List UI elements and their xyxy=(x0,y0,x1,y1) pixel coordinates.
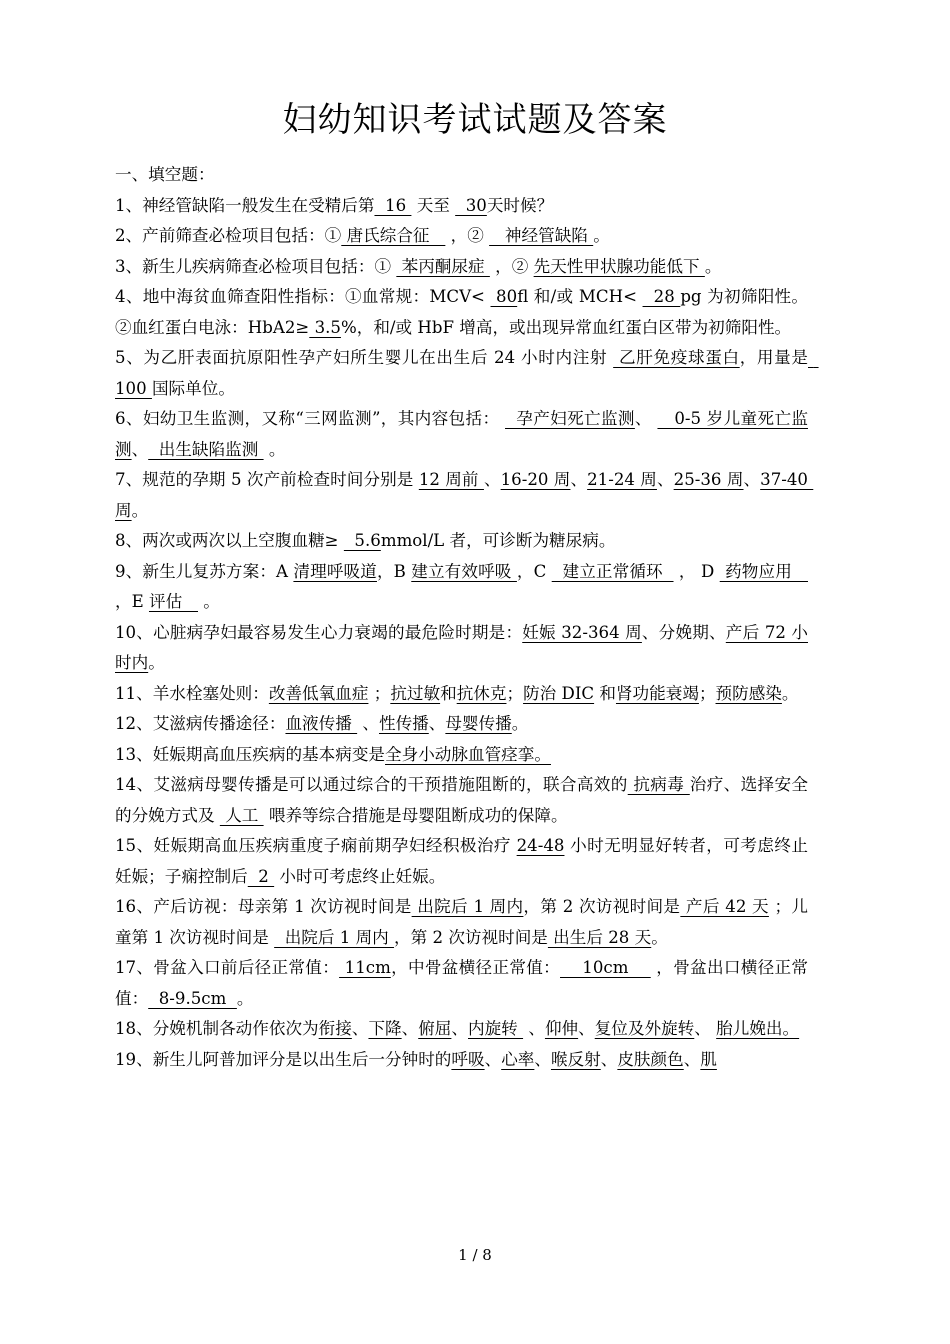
question-text: ，② xyxy=(445,226,490,245)
question-text: ，用量是 xyxy=(739,348,808,367)
answer-blank: 24-48 xyxy=(516,836,565,855)
answer-blank: 人工 xyxy=(219,805,264,825)
answer-blank: 产后 42 天 xyxy=(680,897,769,916)
question-text: ； xyxy=(698,683,716,703)
question-text: 、 xyxy=(683,1049,701,1069)
question-text: 小时可考虑终止妊娠。 xyxy=(274,866,446,886)
answer-blank: 抗病毒 xyxy=(627,775,690,794)
question-14 xyxy=(115,770,808,831)
answer-blank: 内旋转 xyxy=(468,1019,524,1038)
question-text: 7、规范的孕期 5 次产前检查时间分别是 xyxy=(115,470,419,489)
question-text: 5、为乙肝表面抗原阳性孕产妇所生婴儿在出生后 24 小时内注射 xyxy=(115,348,614,367)
question-text: 19、新生儿阿普加评分是以出生后一分钟时的 xyxy=(115,1049,452,1069)
answer-blank: 5.6 xyxy=(343,531,381,550)
question-text: ，骨盆出口横径正常值： xyxy=(115,958,809,1008)
question-text: 1、神经管缺陷一般发生在受精后第 xyxy=(115,195,375,215)
question-text: 15、妊娠期高血压疾病重度子痫前期孕妇经积极治疗 xyxy=(115,836,517,855)
question-6 xyxy=(115,404,808,465)
question-text: 国际单位。 xyxy=(151,378,235,398)
section-heading: 一、填空题： xyxy=(115,165,215,184)
question-text: 、 xyxy=(484,1049,502,1069)
question-13 xyxy=(115,740,808,771)
question-text: %，和/或 HbF 增高，或出现异常血红蛋白区带为初筛阳性。 xyxy=(340,317,792,337)
answer-blank: 乙肝免疫球蛋白 xyxy=(613,348,740,367)
question-text: 6、妇幼卫生监测，又称“三网监测”，其内容包括： xyxy=(115,409,506,428)
answer-blank: 苯丙酮尿症 xyxy=(396,256,490,276)
question-text: ； xyxy=(368,683,391,703)
question-text: 13、妊娠期高血压疾病的基本病变是 xyxy=(115,744,386,764)
answer-blank: 改善低氧血症 xyxy=(268,683,369,703)
answer-blank: 母婴传播 xyxy=(445,714,512,733)
question-text: 喂养等综合措施是母婴阻断成功的保障。 xyxy=(263,805,568,825)
question-text: ，B xyxy=(376,561,412,581)
question-text: 、 xyxy=(523,1019,545,1038)
answer-blank: 清理呼吸道 xyxy=(293,561,377,581)
answer-blank: 16 xyxy=(374,195,412,215)
question-17 xyxy=(115,953,808,1014)
answer-blank: 30 xyxy=(455,195,487,215)
question-text: 、 xyxy=(428,714,446,733)
answer-blank: 2 xyxy=(247,866,275,886)
question-text: 2、产前筛查必检项目包括：① xyxy=(115,226,342,245)
document-title: 妇幼知识考试试题及答案 xyxy=(282,100,668,140)
question-text: 14、艾滋病母婴传播是可以通过综合的干预措施阻断的，联合高效的 xyxy=(115,775,628,794)
question-5 xyxy=(115,343,819,404)
answer-blank: 全身小动脉血管痉挛。 xyxy=(385,744,551,764)
answer-blank: 出生后 28 天 xyxy=(547,927,652,947)
answer-blank: 评估 xyxy=(148,592,198,611)
question-text: 、 xyxy=(634,409,658,428)
question-text: 。 xyxy=(236,988,254,1008)
answer-blank: 药物应用 xyxy=(719,561,808,581)
answer-blank: 血液传播 xyxy=(285,714,358,733)
question-text: 、 xyxy=(401,1019,419,1038)
question-text: 、分娩期、 xyxy=(641,622,726,642)
answer-blank: 出院后 1 周内 xyxy=(411,897,524,916)
answer-blank: 16-20 周 xyxy=(500,470,571,489)
answer-blank: 防治 DIC xyxy=(523,683,595,703)
question-2 xyxy=(115,221,808,252)
question-text: pg 为初筛阳性。②血红蛋白电泳：HbA2≥ xyxy=(115,287,809,337)
answer-blank: 出院后 1 周内 xyxy=(274,927,395,947)
question-7 xyxy=(115,465,814,526)
question-text: 。 xyxy=(651,927,668,947)
question-text: 和 xyxy=(594,683,616,703)
answer-blank: 25-36 周 xyxy=(673,470,744,489)
question-text: 。 xyxy=(198,592,220,611)
answer-blank: 先天性甲状腺功能低下 xyxy=(533,256,705,276)
answer-blank: 仰伸 xyxy=(544,1019,579,1038)
question-text: 、 xyxy=(656,470,674,489)
question-text: ，第 2 次访视时间是 xyxy=(394,927,548,947)
question-text: 治疗、选择安全的分娩方式及 xyxy=(115,775,808,825)
answer-blank: 11cm xyxy=(339,958,391,977)
question-8 xyxy=(115,526,808,557)
question-11 xyxy=(115,679,808,710)
question-text: 10、心脏病孕妇最容易发生心力衰竭的最危险时期是： xyxy=(115,622,523,642)
question-text: 。 xyxy=(781,683,799,703)
question-text: ，第 2 次访视时间是 xyxy=(523,897,681,916)
answer-blank: 建立正常循环 xyxy=(551,561,674,581)
question-4 xyxy=(115,282,808,343)
question-text: 、 xyxy=(694,1019,717,1038)
question-16 xyxy=(115,892,808,953)
answer-blank: 抗过敏 xyxy=(390,683,441,703)
question-text: 、 xyxy=(351,1019,369,1038)
question-text: 。 xyxy=(131,500,149,520)
answer-blank: 衔接 xyxy=(318,1019,352,1038)
question-text: 、 xyxy=(451,1019,468,1038)
answer-blank: 喉反射 xyxy=(550,1049,601,1069)
question-9 xyxy=(115,557,808,618)
question-text: 。 xyxy=(263,439,286,459)
question-text: 17、骨盆入口前后径正常值： xyxy=(115,958,340,977)
question-text: 、 xyxy=(743,470,761,489)
question-text: 天至 xyxy=(411,195,456,215)
question-3 xyxy=(115,252,808,283)
answer-blank: 产后 72 小时内 xyxy=(115,622,808,672)
answer-blank: 唐氏综合征 xyxy=(341,226,446,245)
question-text: 。 xyxy=(511,714,529,733)
answer-blank: 心率 xyxy=(501,1049,535,1069)
question-text: 、 xyxy=(483,470,501,489)
answer-blank: 性传播 xyxy=(379,714,429,733)
question-text: 18、分娩机制各动作依次为 xyxy=(115,1019,319,1038)
answer-blank: 下降 xyxy=(368,1019,402,1038)
answer-blank: 孕产妇死亡监测 xyxy=(505,409,635,428)
question-text: 小时无明显好转者，可考虑终止妊娠；子痫控制后 xyxy=(115,836,808,886)
question-18 xyxy=(115,1014,808,1045)
answer-blank: 10cm xyxy=(560,958,651,977)
question-text: 。 xyxy=(593,226,610,245)
question-text: ；儿童第 1 次访视时间是 xyxy=(115,897,808,947)
question-text: fl 和/或 MCH< xyxy=(517,287,643,306)
answer-blank: 抗休克 xyxy=(456,683,507,703)
answer-blank: 胎儿娩出。 xyxy=(716,1019,800,1038)
question-text: 16、产后访视：母亲第 1 次访视时间是 xyxy=(115,897,412,916)
question-text: 9、新生儿复苏方案：A xyxy=(115,561,294,581)
answer-blank: 28 xyxy=(642,287,681,306)
answer-blank: 神经管缺陷 xyxy=(489,226,594,245)
question-text: ，E xyxy=(115,592,149,611)
page-number: 1 / 8 xyxy=(458,1246,492,1264)
question-text: 3、新生儿疾病筛查必检项目包括：① xyxy=(115,256,397,276)
question-text: 。 xyxy=(148,653,165,672)
question-text: 、 xyxy=(600,1049,618,1069)
question-1 xyxy=(115,191,808,222)
document-body xyxy=(115,160,819,1075)
answer-blank: 肌 xyxy=(700,1049,717,1069)
question-19 xyxy=(115,1045,808,1076)
answer-blank: 21-24 周 xyxy=(587,470,657,489)
answer-blank: 预防感染 xyxy=(715,683,782,703)
question-text: 。 xyxy=(704,256,722,276)
question-text: 8、两次或两次以上空腹血糖≥ xyxy=(115,531,344,550)
question-text: 和 xyxy=(440,683,457,703)
question-text: ，② xyxy=(489,256,534,276)
question-text: 天时候？ xyxy=(486,195,554,215)
answer-blank: 0-5 岁儿童死亡监测 xyxy=(115,409,808,459)
question-text: 、 xyxy=(534,1049,551,1069)
question-10 xyxy=(115,618,808,679)
answer-blank: 呼吸 xyxy=(451,1049,485,1069)
answer-blank: 37-40 周 xyxy=(115,470,814,520)
answer-blank: 皮肤颜色 xyxy=(617,1049,684,1069)
question-12 xyxy=(115,709,808,740)
answer-blank: 8-9.5cm xyxy=(148,988,237,1008)
answer-blank: 3.5 xyxy=(309,317,341,337)
answer-blank: 80 xyxy=(490,287,518,306)
question-text: 、 xyxy=(131,439,149,459)
question-text: 、 xyxy=(578,1019,595,1038)
answer-blank: 肾功能衰竭 xyxy=(615,683,699,703)
question-text: 、 xyxy=(570,470,588,489)
answer-blank: 俯屈 xyxy=(418,1019,452,1038)
question-text: ，C xyxy=(516,561,552,581)
answer-blank: 建立有效呼吸 xyxy=(411,561,517,581)
answer-blank: 出生缺陷监测 xyxy=(148,439,264,459)
answer-blank: 100 xyxy=(115,348,819,398)
question-text: ； xyxy=(506,683,524,703)
question-15 xyxy=(115,831,808,892)
answer-blank: 复位及外旋转 xyxy=(594,1019,695,1038)
question-text: 11、羊水栓塞处则： xyxy=(115,683,269,703)
question-text: 、 xyxy=(357,714,379,733)
question-text: 4、地中海贫血筛查阳性指标：①血常规：MCV< xyxy=(115,287,491,306)
answer-blank: 12 周前 xyxy=(418,470,484,489)
question-text: mmol/L 者，可诊断为糖尿病。 xyxy=(380,531,616,550)
question-list xyxy=(115,191,819,1076)
question-text: 12、艾滋病传播途径： xyxy=(115,714,286,733)
question-text: ，中骨盆横径正常值： xyxy=(390,958,561,977)
question-text: ， D xyxy=(673,561,720,581)
answer-blank: 妊娠 32-364 周 xyxy=(522,622,642,642)
